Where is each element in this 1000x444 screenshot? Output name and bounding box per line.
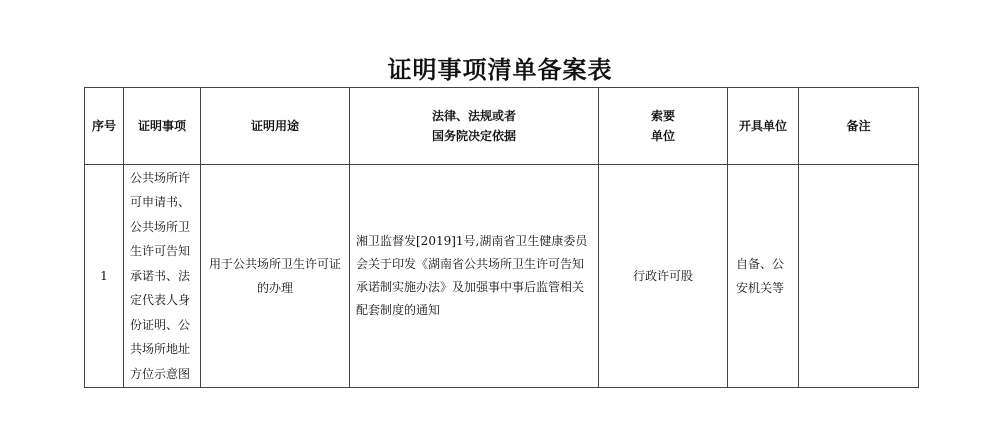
header-remarks: 备注 — [799, 88, 919, 165]
header-requester — [599, 88, 728, 165]
document-title: 证明事项清单备案表 — [387, 55, 613, 84]
cell-basis: 湘卫监督发[2019]1号,湖南省卫生健康委员会关于印发《湖南省公共场所卫生许可告知承诺制实施办法》及加强事中事后监管相关配套制度的通知 — [350, 165, 599, 388]
header-issuer: 开具单位 — [728, 88, 799, 165]
header-item: 证明事项 — [124, 88, 201, 165]
cell-item: 公共场所许可申请书、公共场所卫生许可告知承诺书、法定代表人身份证明、公共场所地址方位示意图 — [124, 165, 201, 388]
record-table — [84, 87, 919, 388]
header-seq: 序号 — [85, 88, 124, 165]
header-basis — [350, 88, 599, 165]
cell-seq: 1 — [85, 165, 124, 388]
header-basis-line1: 法律、法规或者 — [431, 109, 516, 123]
cell-issuer: 自备、公安机关等 — [728, 165, 799, 388]
header-requester-line2: 单位 — [650, 129, 675, 143]
cell-purpose: 用于公共场所卫生许可证的办理 — [201, 165, 350, 388]
table-row — [85, 165, 919, 388]
header-row — [85, 88, 919, 165]
cell-requester: 行政许可股 — [599, 165, 728, 388]
cell-remarks — [799, 165, 919, 388]
header-basis-line2: 国务院决定依据 — [431, 129, 516, 143]
header-purpose: 证明用途 — [201, 88, 350, 165]
header-requester-line1: 索要 — [650, 109, 675, 123]
